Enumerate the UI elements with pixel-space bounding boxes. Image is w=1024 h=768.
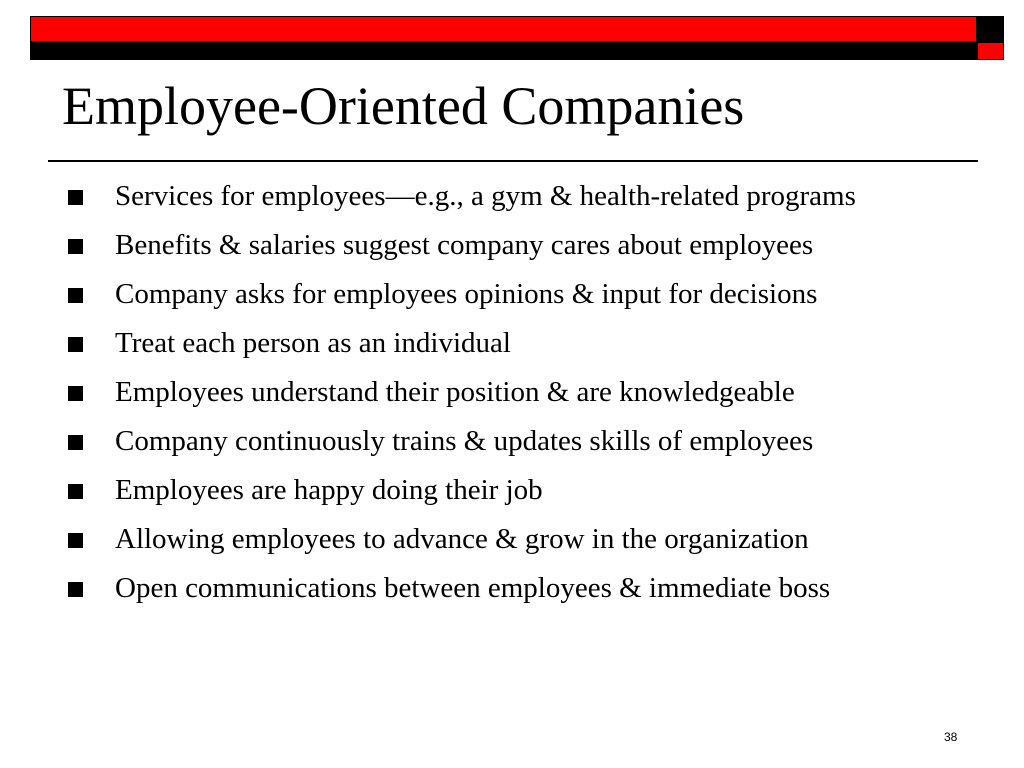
- square-bullet-icon: [68, 239, 83, 254]
- square-bullet-icon: [68, 386, 83, 401]
- header-corner-red-square: [977, 42, 1004, 60]
- square-bullet-icon: [68, 190, 83, 205]
- header-band-black: [30, 42, 977, 60]
- header-band-red: [30, 16, 977, 42]
- bullet-item: [64, 180, 994, 213]
- bullet-text: Company asks for employees opinions & input for decisions: [115, 278, 818, 310]
- title-divider: [48, 160, 978, 162]
- bullet-list: [64, 180, 994, 621]
- bullet-item: [64, 425, 994, 458]
- square-bullet-icon: [68, 484, 83, 499]
- bullet-item: [64, 278, 994, 311]
- bullet-item: [64, 572, 994, 605]
- bullet-item: [64, 474, 994, 507]
- bullet-item: [64, 229, 994, 262]
- bullet-item: [64, 327, 994, 360]
- square-bullet-icon: [68, 533, 83, 548]
- bullet-text: Services for employees—e.g., a gym & health-related programs: [115, 180, 856, 212]
- bullet-text: Employees are happy doing their job: [115, 474, 543, 506]
- bullet-text: Company continuously trains & updates skills of employees: [115, 425, 814, 457]
- header-corner-black-square: [977, 16, 1004, 42]
- bullet-text: Employees understand their position & are knowledgeable: [115, 376, 795, 408]
- slide-title: Employee-Oriented Companies: [62, 76, 745, 136]
- square-bullet-icon: [68, 582, 83, 597]
- bullet-text: Allowing employees to advance & grow in the organization: [115, 523, 809, 555]
- page-number: 38: [944, 730, 958, 744]
- bullet-text: Benefits & salaries suggest company cares about employees: [115, 229, 814, 261]
- bullet-item: [64, 376, 994, 409]
- bullet-item: [64, 523, 994, 556]
- square-bullet-icon: [68, 288, 83, 303]
- bullet-text: Open communications between employees & immediate boss: [115, 572, 831, 604]
- square-bullet-icon: [68, 435, 83, 450]
- bullet-text: Treat each person as an individual: [115, 327, 511, 359]
- square-bullet-icon: [68, 337, 83, 352]
